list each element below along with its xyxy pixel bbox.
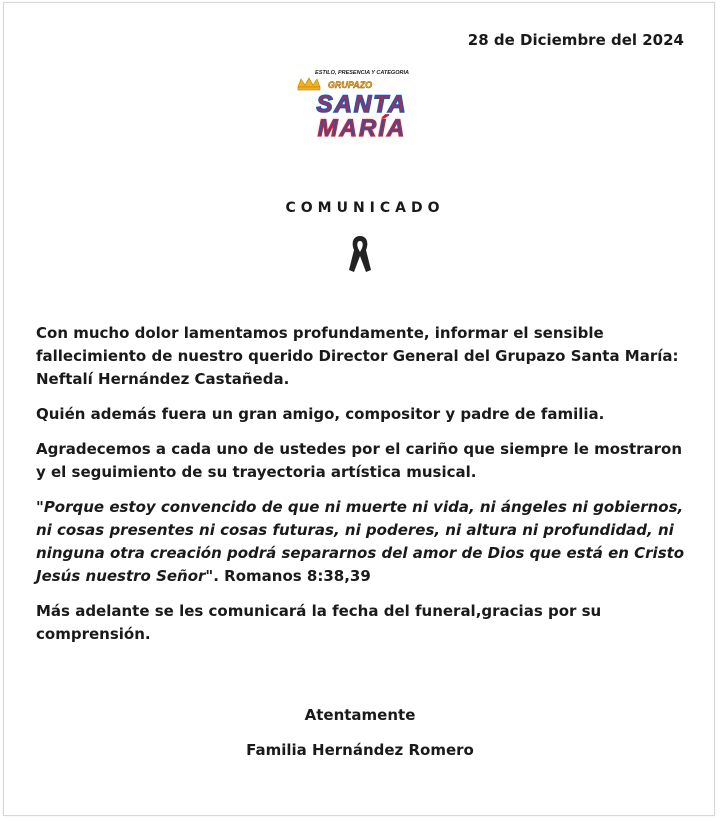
grupazo-santa-maria-logo — [286, 66, 434, 142]
paragraph-thanks: Agradecemos a cada uno de ustedes por el cariño que siempre le mostraron y el seguimiento de su trayectoria artística musical. — [36, 440, 683, 481]
paragraph-announcement: Con mucho dolor lamentamos profundamente, informar el sensible fallecimiento de nuestro querido Director General del Grupazo Santa María: Neftalí Hernández Castañeda. — [36, 324, 679, 388]
logo-brand-small: GRUPAZO — [327, 80, 373, 90]
crown-icon — [298, 78, 320, 90]
document-date: 28 de Diciembre del 2024 — [467, 31, 684, 49]
logo-brand-line1: SANTA — [316, 91, 408, 118]
paragraph-tribute: Quién además fuera un gran amigo, compositor y padre de familia. — [36, 405, 605, 423]
logo-tagline: ESTILO, PRESENCIA Y CATEGORIA — [315, 70, 409, 76]
communique-body — [36, 322, 692, 658]
paragraph-bible-quote — [36, 496, 692, 588]
logo-brand-line2: MARÍA — [317, 115, 407, 142]
bible-reference: . Romanos 8:38,39 — [213, 567, 371, 585]
signature: Familia Hernández Romero — [246, 741, 474, 759]
bible-quote-text: "Porque estoy convencido de que ni muerte ni vida, ni ángeles ni gobiernos, ni cosas presentes ni cosas futuras, ni poderes, ni altura ni profundidad, ni ninguna otra creación podrá separarnos del amor de Dios que está en Cristo Jesús nuestro Señor" — [36, 498, 685, 585]
page-title: COMUNICADO — [285, 200, 445, 216]
mourning-ribbon-icon — [346, 234, 374, 274]
paragraph-funeral-notice: Más adelante se les comunicará la fecha del funeral,gracias por su comprensión. — [36, 602, 602, 643]
closing-salutation: Atentamente — [304, 706, 416, 724]
